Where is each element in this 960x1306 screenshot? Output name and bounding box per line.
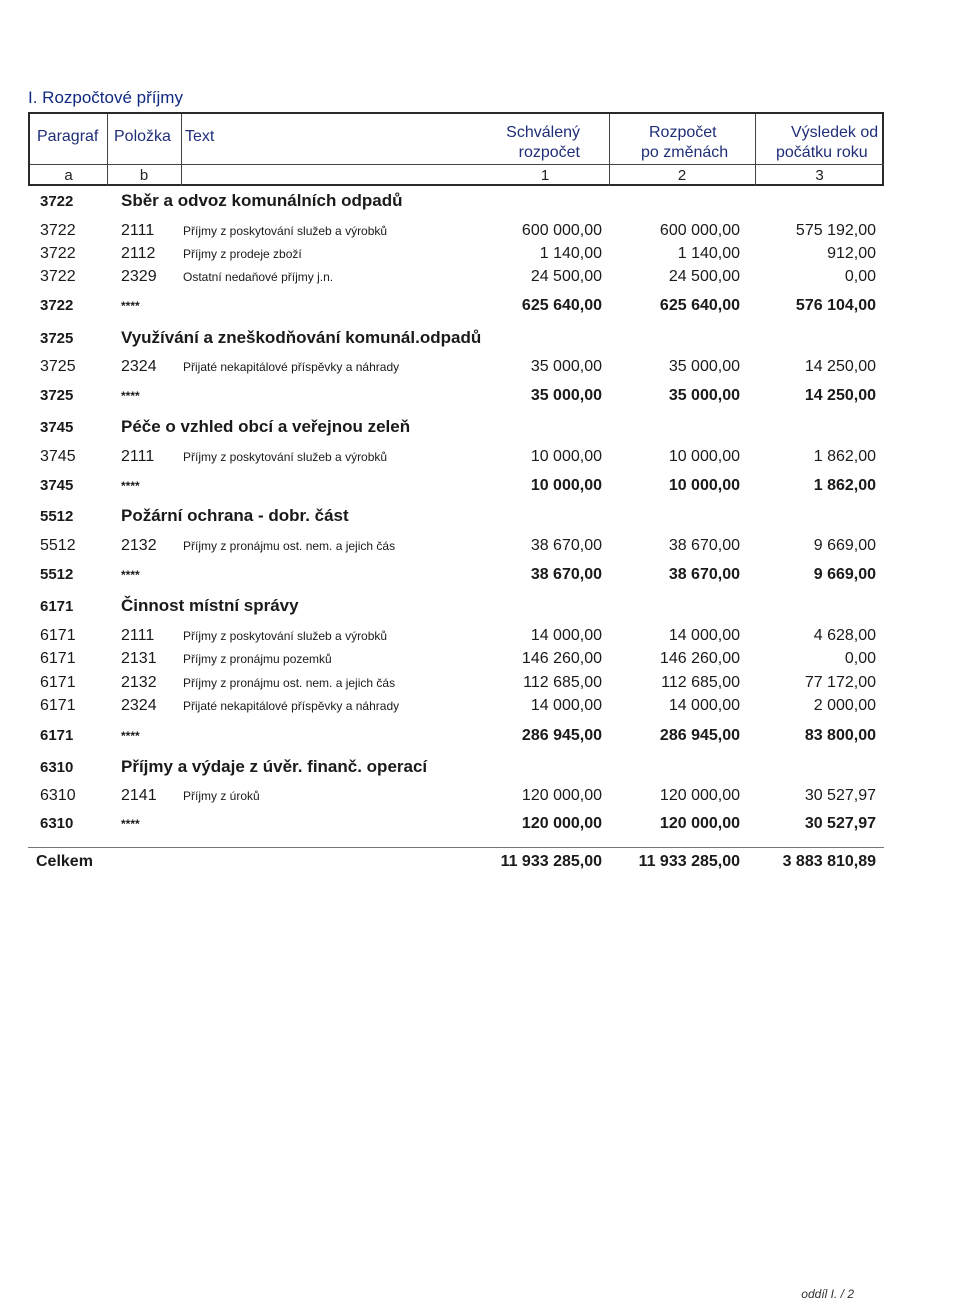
section-header: [0, 419, 960, 441]
section-name: Požární ochrana - dobr. část: [121, 506, 349, 525]
cell-paragraf: 6171: [40, 697, 76, 714]
header-vysledek-1: Výsledek od: [791, 124, 879, 141]
cell-po-zmenach: 120 000,00: [659, 815, 740, 832]
header-rozpocet-2: po změnách: [641, 144, 729, 161]
cell-paragraf: 3722: [40, 245, 76, 262]
cell-polozka: 2329: [121, 268, 157, 285]
cell-schvaleny: 38 670,00: [530, 537, 602, 554]
header-rozpocet-1: Rozpočet: [649, 124, 717, 141]
cell-paragraf: 5512: [40, 566, 74, 583]
cell-vysledek: 9 669,00: [813, 537, 876, 554]
table-row: [0, 627, 960, 649]
header-sub-a: a: [64, 167, 73, 184]
cell-vysledek: 14 250,00: [804, 358, 876, 375]
section-header: [0, 330, 960, 352]
cell-po-zmenach: 600 000,00: [659, 222, 740, 239]
header-paragraf: Paragraf: [37, 128, 99, 145]
page-footer: oddíl I. / 2: [801, 1287, 854, 1301]
cell-po-zmenach: 14 000,00: [668, 627, 740, 644]
cell-schvaleny: 14 000,00: [530, 627, 602, 644]
section-paragraf: 3745: [40, 419, 74, 436]
cell-paragraf: 3722: [40, 268, 76, 285]
cell-polozka: ****: [121, 299, 140, 313]
cell-po-zmenach: 35 000,00: [668, 358, 740, 375]
cell-po-zmenach: 14 000,00: [668, 697, 740, 714]
cell-text: Příjmy z pronájmu ost. nem. a jejich čás: [183, 539, 396, 553]
table-row: [0, 674, 960, 696]
section-name: Činnost místní správy: [121, 596, 299, 615]
cell-vysledek: 0,00: [844, 268, 876, 285]
cell-paragraf: 6310: [40, 787, 76, 804]
cell-vysledek: 912,00: [827, 245, 876, 262]
header-schvaleny-2: rozpočet: [518, 144, 580, 161]
table-header: [28, 112, 884, 186]
section-sum-row: [0, 387, 960, 409]
section-header: [0, 598, 960, 620]
section-header: [0, 193, 960, 215]
cell-vysledek: 0,00: [844, 650, 876, 667]
section-name: Příjmy a výdaje z úvěr. finanč. operací: [121, 757, 428, 776]
total-schvaleny: 11 933 285,00: [500, 853, 602, 870]
cell-vysledek: 14 250,00: [804, 387, 876, 404]
cell-vysledek: 83 800,00: [804, 727, 876, 744]
section-header: [0, 508, 960, 530]
cell-polozka: 2131: [121, 650, 157, 667]
cell-text: Příjmy z pronájmu pozemků: [183, 652, 332, 666]
cell-po-zmenach: 38 670,00: [668, 537, 740, 554]
header-sub-b: b: [139, 167, 149, 184]
cell-schvaleny: 10 000,00: [530, 448, 602, 465]
cell-schvaleny: 625 640,00: [521, 297, 602, 314]
cell-po-zmenach: 35 000,00: [668, 387, 740, 404]
page-title: I. Rozpočtové příjmy: [28, 88, 183, 107]
table-row: [0, 358, 960, 380]
table-row: [0, 697, 960, 719]
cell-schvaleny: 286 945,00: [521, 727, 602, 744]
cell-polozka: ****: [121, 729, 140, 743]
cell-text: Příjmy z úroků: [183, 789, 260, 803]
table-row: [0, 448, 960, 470]
cell-schvaleny: 35 000,00: [530, 358, 602, 375]
cell-text: Příjmy z prodeje zboží: [183, 247, 302, 261]
cell-po-zmenach: 625 640,00: [659, 297, 740, 314]
cell-paragraf: 6171: [40, 627, 76, 644]
total-separator: [28, 847, 884, 848]
section-paragraf: 5512: [40, 508, 74, 525]
cell-po-zmenach: 286 945,00: [659, 727, 740, 744]
section-sum-row: [0, 727, 960, 749]
cell-po-zmenach: 120 000,00: [659, 787, 740, 804]
header-sub-2: 2: [677, 167, 687, 184]
cell-vysledek: 1 862,00: [813, 448, 876, 465]
cell-polozka: 2132: [121, 537, 157, 554]
section-sum-row: [0, 297, 960, 319]
cell-schvaleny: 1 140,00: [539, 245, 602, 262]
section-header: [0, 759, 960, 781]
section-name: Využívání a zneškodňování komunál.odpadů: [121, 328, 482, 347]
section-name: Péče o vzhled obcí a veřejnou zeleň: [121, 417, 411, 436]
section-sum-row: [0, 815, 960, 837]
cell-vysledek: 30 527,97: [804, 815, 876, 832]
cell-schvaleny: 38 670,00: [530, 566, 602, 583]
table-row: [0, 650, 960, 672]
cell-paragraf: 6171: [40, 727, 74, 744]
section-paragraf: 3722: [40, 193, 74, 210]
section-paragraf: 3725: [40, 330, 74, 347]
cell-polozka: 2324: [121, 358, 157, 375]
header-polozka: Položka: [114, 128, 171, 145]
cell-polozka: 2132: [121, 674, 157, 691]
total-row: [0, 853, 960, 875]
cell-po-zmenach: 10 000,00: [668, 448, 740, 465]
cell-schvaleny: 10 000,00: [530, 477, 602, 494]
cell-po-zmenach: 24 500,00: [668, 268, 740, 285]
cell-polozka: ****: [121, 568, 140, 582]
header-vysledek-2: počátku roku: [776, 144, 868, 161]
total-vysledek: 3 883 810,89: [782, 853, 876, 870]
cell-schvaleny: 146 260,00: [521, 650, 602, 667]
total-label: Celkem: [36, 853, 93, 870]
cell-text: Příjmy z poskytování služeb a výrobků: [183, 629, 388, 643]
cell-paragraf: 3722: [40, 222, 76, 239]
cell-paragraf: 5512: [40, 537, 76, 554]
cell-schvaleny: 35 000,00: [530, 387, 602, 404]
cell-schvaleny: 24 500,00: [530, 268, 602, 285]
cell-vysledek: 4 628,00: [813, 627, 876, 644]
header-text: Text: [185, 128, 215, 145]
header-schvaleny-1: Schválený: [506, 124, 580, 141]
cell-polozka: ****: [121, 817, 140, 831]
cell-vysledek: 2 000,00: [813, 697, 876, 714]
cell-paragraf: 3745: [40, 448, 76, 465]
cell-paragraf: 6171: [40, 650, 76, 667]
cell-vysledek: 9 669,00: [813, 566, 876, 583]
cell-text: Příjmy z pronájmu ost. nem. a jejich čás: [183, 676, 396, 690]
cell-vysledek: 575 192,00: [795, 222, 876, 239]
cell-polozka: 2141: [121, 787, 157, 804]
cell-paragraf: 3745: [40, 477, 74, 494]
cell-polozka: 2111: [121, 627, 155, 644]
cell-schvaleny: 120 000,00: [521, 815, 602, 832]
cell-paragraf: 3725: [40, 358, 76, 375]
section-paragraf: 6310: [40, 759, 74, 776]
table-row: [0, 245, 960, 267]
cell-po-zmenach: 146 260,00: [659, 650, 740, 667]
cell-schvaleny: 112 685,00: [523, 674, 602, 691]
cell-polozka: ****: [121, 389, 140, 403]
table-row: [0, 537, 960, 559]
header-sub-1: 1: [540, 167, 550, 184]
section-name: Sběr a odvoz komunálních odpadů: [121, 191, 403, 210]
cell-schvaleny: 14 000,00: [530, 697, 602, 714]
header-separator: [30, 164, 884, 165]
cell-paragraf: 6171: [40, 674, 76, 691]
cell-paragraf: 3725: [40, 387, 74, 404]
cell-text: Příjmy z poskytování služeb a výrobků: [183, 450, 388, 464]
cell-text: Přijaté nekapitálové příspěvky a náhrady: [183, 699, 400, 713]
cell-po-zmenach: 112 685,00: [661, 674, 740, 691]
table-row: [0, 787, 960, 809]
cell-polozka: 2111: [121, 222, 155, 239]
cell-vysledek: 77 172,00: [804, 674, 876, 691]
cell-polozka: 2324: [121, 697, 157, 714]
cell-schvaleny: 120 000,00: [521, 787, 602, 804]
cell-po-zmenach: 10 000,00: [668, 477, 740, 494]
section-sum-row: [0, 566, 960, 588]
cell-vysledek: 30 527,97: [804, 787, 876, 804]
cell-polozka: 2112: [121, 245, 156, 262]
section-paragraf: 6171: [40, 598, 74, 615]
cell-polozka: 2111: [121, 448, 155, 465]
cell-text: Příjmy z poskytování služeb a výrobků: [183, 224, 388, 238]
cell-vysledek: 1 862,00: [813, 477, 876, 494]
cell-po-zmenach: 1 140,00: [677, 245, 740, 262]
header-sub-3: 3: [815, 167, 824, 184]
cell-po-zmenach: 38 670,00: [668, 566, 740, 583]
cell-polozka: ****: [121, 479, 140, 493]
cell-paragraf: 6310: [40, 815, 74, 832]
cell-text: Ostatní nedaňové příjmy j.n.: [183, 270, 334, 284]
total-po-zmenach: 11 933 285,00: [638, 853, 740, 870]
header-divider: [181, 114, 182, 186]
cell-text: Přijaté nekapitálové příspěvky a náhrady: [183, 360, 400, 374]
cell-paragraf: 3722: [40, 297, 74, 314]
table-row: [0, 268, 960, 290]
table-row: [0, 222, 960, 244]
section-sum-row: [0, 477, 960, 499]
cell-vysledek: 576 104,00: [795, 297, 876, 314]
cell-schvaleny: 600 000,00: [521, 222, 602, 239]
